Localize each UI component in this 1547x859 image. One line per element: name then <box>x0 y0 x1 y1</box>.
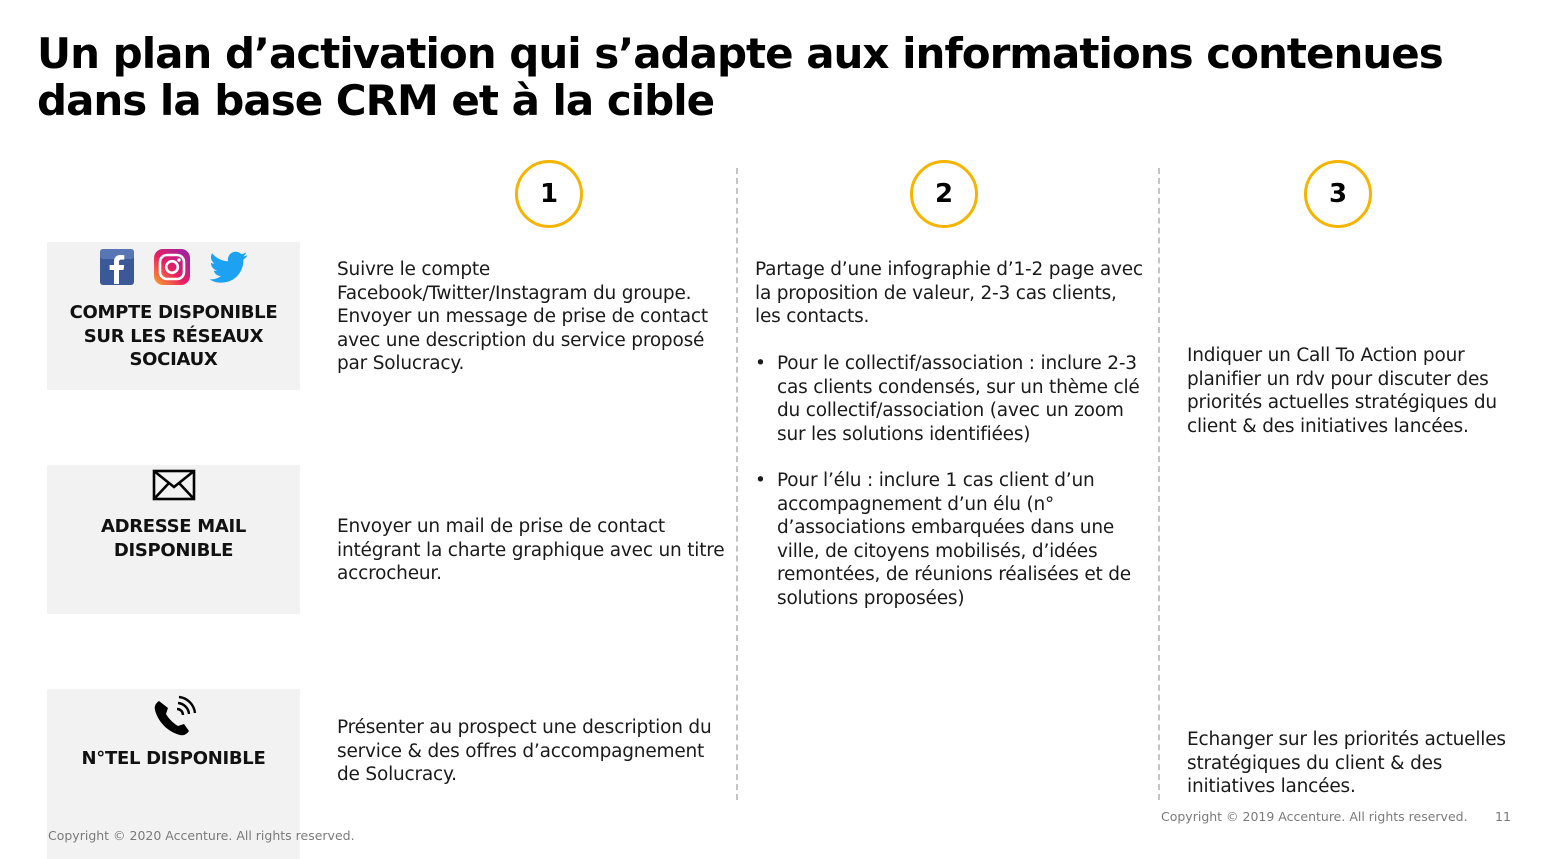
column-divider <box>1158 168 1160 800</box>
col2-bullet-collectif: • Pour le collectif/association : inclure 2-3 cas clients condensés, sur un thème clé du collectif/association (avec un zoom sur les solutions identifiées) <box>755 352 1145 446</box>
step-1-badge: 1 <box>515 160 583 228</box>
step-3-badge: 3 <box>1304 160 1372 228</box>
col1-social-text: Suivre le compte Facebook/Twitter/Instagram du groupe. Envoyer un message de prise de contact avec une description du service proposé par Solucracy. <box>337 259 708 374</box>
channel-email-label: ADRESSE MAIL DISPONIBLE <box>100 516 247 561</box>
footer-copyright-left: Copyright © 2020 Accenture. All rights reserved. <box>48 828 355 843</box>
slide-title: Un plan d’activation qui s’adapte aux informations contenues dans la base CRM et à la cible <box>37 29 1443 125</box>
social-icons <box>47 248 300 291</box>
instagram-icon <box>153 248 191 291</box>
col2-intro-text: Partage d’une infographie d’1-2 page avec la proposition de valeur, 2-3 cas clients, les contacts. <box>755 259 1143 327</box>
col3-cta-text: Indiquer un Call To Action pour planifier un rdv pour discuter des priorités actuelles stratégiques du client & des initiatives lancées. <box>1187 345 1497 437</box>
page-number: 11 <box>1495 809 1511 824</box>
column-divider <box>736 168 738 800</box>
col1-email-text: Envoyer un mail de prise de contact intégrant la charte graphique avec un titre accrocheur. <box>337 516 725 584</box>
envelope-icon-wrap <box>47 469 300 506</box>
phone-icon-wrap <box>47 695 300 744</box>
col1-phone-text: Présenter au prospect une description du service & des offres d’accompagnement de Solucracy. <box>337 717 712 785</box>
col2-bullet-elu: • Pour l’élu : inclure 1 cas client d’un accompagnement d’un élu (n° d’associations embarquées dans une ville, de citoyens mobilisés, d’idées remontées, de réunions réalisées et de solutions proposées) <box>755 469 1145 610</box>
twitter-icon <box>209 248 249 291</box>
channel-email-box <box>47 465 300 614</box>
channel-phone-label: N°TEL DISPONIBLE <box>81 748 266 769</box>
channel-social-label: COMPTE DISPONIBLE SUR LES RÉSEAUX SOCIAUX <box>69 302 278 370</box>
envelope-icon <box>152 469 196 506</box>
channel-social-box <box>47 242 300 390</box>
col3-exchange-text: Echanger sur les priorités actuelles stratégiques du client & des initiatives lancées. <box>1187 729 1506 797</box>
phone-icon <box>151 695 197 744</box>
footer-copyright-right: Copyright © 2019 Accenture. All rights reserved. <box>1161 809 1468 824</box>
col2-bullets <box>755 352 1145 633</box>
step-2-badge: 2 <box>910 160 978 228</box>
facebook-icon <box>99 248 135 291</box>
